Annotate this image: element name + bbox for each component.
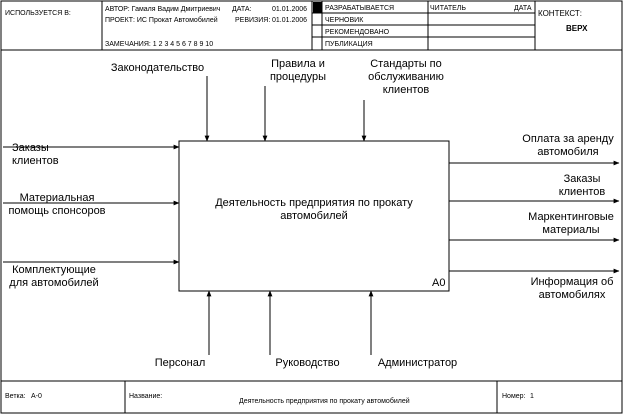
context-value: ВЕРХ [566, 24, 588, 33]
activity-title: Деятельность предприятия по прокату автомобилей [215, 197, 413, 222]
status-draft: ЧЕРНОВИК [325, 17, 364, 24]
mechanism-management: Руководство [275, 357, 340, 369]
reader-date-label: ДАТА [514, 5, 532, 12]
date-label: ДАТА: [232, 6, 252, 13]
context-label: КОНТЕКСТ: [538, 9, 582, 18]
output-payment: Оплата за аренду автомобиля [522, 133, 614, 158]
number-value: 1 [530, 393, 534, 400]
author-line: АВТОР: Гамаля Вадим Дмитриевич [105, 6, 221, 13]
node-label: Ветка: [5, 393, 26, 400]
output-marketing: Маркентинговые материалы [528, 211, 614, 236]
notes-line: ЗАМЕЧАНИЯ: 1 2 3 4 5 6 7 8 9 10 [105, 41, 214, 48]
output-car-info: Информация об автомобилях [530, 276, 614, 301]
date-value: 01.01.2006 [272, 6, 308, 13]
input-components: Комплектующие для автомобилей [9, 264, 99, 289]
project-line: ПРОЕКТ: ИС Прокат Автомобилей [105, 17, 218, 24]
status-publication: ПУБЛИКАЦИЯ [325, 41, 373, 48]
output-orders: Заказы клиентов [558, 173, 606, 198]
control-rules: Правила и процедуры [269, 58, 327, 83]
status-in-progress: РАЗРАБАТЫВАЕТСЯ [325, 5, 395, 12]
input-sponsors: Материальная помощь спонсоров [8, 192, 106, 217]
node-value: A-0 [31, 393, 42, 400]
footer-title: Деятельность предприятия по прокату автомобилей [239, 398, 410, 405]
status-indicator [313, 2, 322, 13]
control-standards: Стандарты по обслуживанию клиентов [368, 58, 444, 96]
status-recommended: РЕКОМЕНДОВАНО [325, 29, 390, 36]
control-legislation: Законодательство [110, 62, 205, 74]
revision-value: 01.01.2006 [272, 17, 308, 24]
mechanism-administrator: Администратор [377, 357, 458, 369]
title-label: Название: [129, 393, 163, 400]
number-label: Номер: [502, 393, 526, 400]
activity-number: A0 [432, 277, 446, 289]
reader-label: ЧИТАТЕЛЬ [430, 5, 466, 12]
revision-label: РЕВИЗИЯ: [235, 17, 271, 24]
used-at-label: ИСПОЛЬЗУЕТСЯ В: [5, 10, 71, 17]
mechanism-staff: Персонал [154, 357, 206, 369]
input-orders: Заказы клиентов [12, 142, 59, 167]
